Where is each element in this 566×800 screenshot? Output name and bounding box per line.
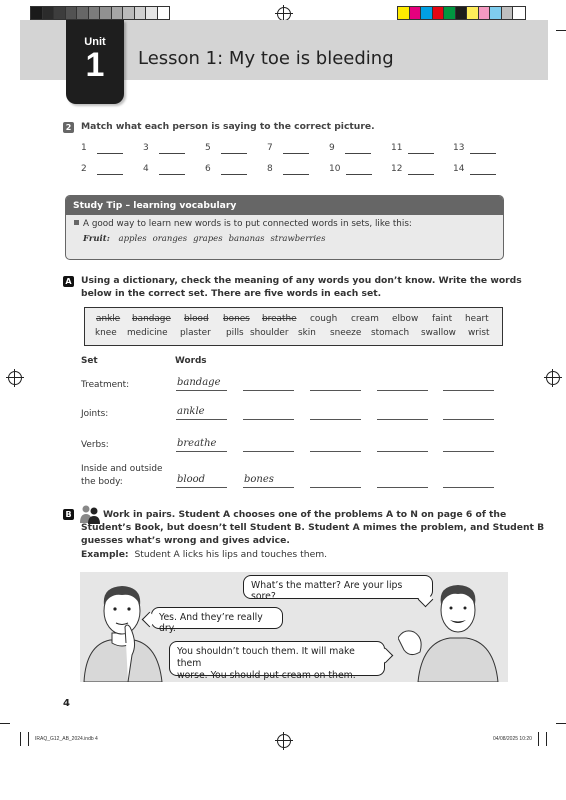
unit-tab — [66, 20, 124, 104]
vocabulary-word: breathe — [262, 314, 297, 324]
crop-mark — [20, 732, 21, 746]
answer-blank[interactable] — [159, 153, 185, 154]
exercise-b-instruction-line2: Student’s Book, but doesn’t tell Student B. Student A mimes the problem, and Student B — [81, 522, 545, 533]
question-number: 7 — [267, 143, 273, 153]
answer-line[interactable] — [176, 419, 227, 420]
color-swatch — [398, 7, 410, 19]
pair-work-icon — [79, 504, 101, 524]
vocabulary-word: sneeze — [330, 328, 362, 338]
exercise-b-instruction-line1: Work in pairs. Student A chooses one of the problems A to N on page 6 of the — [103, 509, 507, 520]
grey-color-bar — [31, 7, 169, 19]
example-word: grapes — [193, 234, 223, 244]
vocabulary-word: medicine — [127, 328, 168, 338]
crop-mark — [546, 732, 547, 746]
set-label-verbs: Verbs: — [81, 440, 109, 450]
color-swatch — [433, 7, 445, 19]
page-number: 4 — [63, 698, 70, 709]
answer-line[interactable] — [310, 419, 361, 420]
example-label: Fruit: — [83, 234, 110, 244]
crop-mark — [556, 30, 566, 31]
example-line — [81, 549, 327, 560]
grey-swatch — [43, 7, 55, 19]
answer-blank[interactable] — [470, 174, 496, 175]
answer-blank[interactable] — [346, 174, 372, 175]
vocabulary-word: wrist — [468, 328, 490, 338]
answer-line[interactable] — [443, 487, 494, 488]
answer-blank[interactable] — [97, 153, 123, 154]
exercise-a-instruction-line2: below in the correct set. There are five words in each set. — [81, 288, 382, 299]
bullet-icon — [74, 220, 79, 225]
unit-label: Unit — [84, 36, 106, 48]
answer-blank[interactable] — [470, 153, 496, 154]
word-box — [84, 307, 503, 346]
speech-text-line1: You shouldn’t touch them. It will make them — [177, 646, 355, 669]
color-swatch — [456, 7, 468, 19]
answer-line[interactable] — [243, 390, 294, 391]
answer-blank[interactable] — [408, 153, 434, 154]
question-number: 14 — [453, 164, 465, 174]
study-tip-text — [74, 219, 503, 229]
speech-bubble-advice — [169, 641, 385, 681]
exercise-2-instruction: Match what each person is saying to the correct picture. — [81, 121, 375, 132]
vocabulary-word: plaster — [180, 328, 211, 338]
question-number: 4 — [143, 164, 149, 174]
handwritten-answer: bandage — [177, 377, 221, 388]
vocabulary-word: skin — [298, 328, 316, 338]
vocabulary-word: faint — [432, 314, 453, 324]
registration-mark-icon — [277, 7, 291, 21]
study-tip-sentence: A good way to learn new words is to put connected words in sets, like this: — [83, 219, 412, 229]
lesson-title: Lesson 1: My toe is bleeding — [138, 48, 394, 69]
question-number: 9 — [329, 143, 335, 153]
answer-blank[interactable] — [283, 153, 309, 154]
answer-line[interactable] — [443, 390, 494, 391]
registration-mark-icon — [546, 371, 560, 385]
answer-line[interactable] — [243, 451, 294, 452]
registration-mark-icon — [8, 371, 22, 385]
vocabulary-word: pills — [226, 328, 244, 338]
exercise-b-badge: B — [63, 509, 74, 520]
color-swatch — [502, 7, 514, 19]
speech-bubble-advice-question — [243, 575, 433, 602]
grey-swatch — [54, 7, 66, 19]
answer-line[interactable] — [243, 419, 294, 420]
vocabulary-word: heart — [465, 314, 489, 324]
grey-swatch — [112, 7, 124, 19]
exercise-b-instruction-line3: guesses what’s wrong and gives advice. — [81, 535, 290, 546]
vocabulary-word: blood — [184, 314, 209, 324]
vocabulary-word: stomach — [371, 328, 410, 338]
set-label-body-line1: Inside and outside — [81, 464, 163, 474]
question-number: 10 — [329, 164, 341, 174]
example-word: bananas — [228, 234, 265, 244]
crop-mark — [28, 732, 29, 746]
color-swatch — [444, 7, 456, 19]
grey-swatch — [31, 7, 43, 19]
vocabulary-word: cough — [310, 314, 338, 324]
speech-text: Yes. And they’re really dry. — [159, 612, 263, 634]
question-number: 11 — [391, 143, 403, 153]
crop-mark — [538, 732, 539, 746]
question-number: 1 — [81, 143, 87, 153]
handwritten-answer: bones — [244, 474, 274, 485]
question-number: 3 — [143, 143, 149, 153]
question-number: 6 — [205, 164, 211, 174]
set-column-header: Set — [81, 356, 98, 366]
student-a-illustration — [82, 583, 164, 682]
grey-swatch — [158, 7, 170, 19]
answer-blank[interactable] — [221, 153, 247, 154]
example-word: apples — [118, 234, 147, 244]
unit-number: 1 — [85, 46, 105, 84]
handwritten-answer: ankle — [177, 406, 205, 417]
answer-blank[interactable] — [221, 174, 247, 175]
handwritten-answer: breathe — [177, 438, 217, 449]
answer-line[interactable] — [310, 390, 361, 391]
answer-line[interactable] — [176, 390, 227, 391]
answer-blank[interactable] — [283, 174, 309, 175]
answer-line[interactable] — [310, 487, 361, 488]
footer-date: 04/08/2025 10:20 — [493, 736, 532, 742]
answer-line[interactable] — [243, 487, 294, 488]
vocabulary-word: cream — [351, 314, 379, 324]
answer-blank[interactable] — [97, 174, 123, 175]
grey-swatch — [123, 7, 135, 19]
color-swatch — [479, 7, 491, 19]
grey-swatch — [135, 7, 147, 19]
exercise-a-instruction-line1: Using a dictionary, check the meaning of any words you don’t know. Write the words — [81, 275, 522, 286]
answer-line[interactable] — [176, 487, 227, 488]
set-label-body-line2: the body: — [81, 477, 123, 487]
color-swatch — [467, 7, 479, 19]
registration-mark-icon — [277, 734, 291, 748]
answer-line[interactable] — [377, 419, 428, 420]
speech-text-line2: worse. You should put cream on them. — [177, 670, 356, 681]
answer-blank[interactable] — [408, 174, 434, 175]
vocabulary-word: bones — [223, 314, 250, 324]
question-number: 2 — [81, 164, 87, 174]
question-number: 12 — [391, 164, 403, 174]
answer-line[interactable] — [310, 451, 361, 452]
exercise-2-badge: 2 — [63, 122, 74, 133]
set-label-joints: Joints: — [81, 409, 109, 419]
vocabulary-word: elbow — [392, 314, 419, 324]
set-label-treatment: Treatment: — [81, 380, 130, 390]
answer-line[interactable] — [377, 390, 428, 391]
crop-mark — [556, 723, 566, 724]
vocabulary-word: swallow — [421, 328, 456, 338]
grey-swatch — [66, 7, 78, 19]
answer-line[interactable] — [443, 419, 494, 420]
answer-blank[interactable] — [345, 153, 371, 154]
example-text: Student A licks his lips and touches them. — [134, 549, 328, 560]
example-word: oranges — [152, 234, 188, 244]
handwritten-answer: blood — [177, 474, 206, 485]
example-word: strawberries — [270, 234, 326, 244]
answer-line[interactable] — [176, 451, 227, 452]
vocabulary-word: shoulder — [250, 328, 289, 338]
answer-line[interactable] — [377, 451, 428, 452]
speech-text: What’s the matter? Are your lips sore? — [251, 580, 403, 602]
study-tip-example — [83, 234, 503, 244]
vocabulary-word: knee — [95, 328, 117, 338]
exercise-a-badge: A — [63, 276, 74, 287]
question-number: 5 — [205, 143, 211, 153]
answer-line[interactable] — [443, 451, 494, 452]
color-bar — [398, 7, 525, 19]
crop-mark — [0, 723, 10, 724]
question-number: 13 — [453, 143, 465, 153]
grey-swatch — [77, 7, 89, 19]
vocabulary-word: ankle — [96, 314, 121, 324]
words-column-header: Words — [175, 356, 207, 366]
grey-swatch — [89, 7, 101, 19]
grey-swatch — [146, 7, 158, 19]
study-tip-box — [65, 195, 504, 260]
question-number: 8 — [267, 164, 273, 174]
color-swatch — [410, 7, 422, 19]
color-swatch — [490, 7, 502, 19]
answer-line[interactable] — [377, 487, 428, 488]
answer-blank[interactable] — [159, 174, 185, 175]
speech-bubble-reply — [151, 607, 283, 634]
color-swatch — [421, 7, 433, 19]
color-swatch — [513, 7, 525, 19]
example-label: Example: — [81, 549, 129, 560]
grey-swatch — [100, 7, 112, 19]
vocabulary-word: bandage — [132, 314, 171, 324]
footer-file: IRAQ_G12_AB_2024.indb 4 — [35, 736, 98, 742]
study-tip-title: Study Tip – learning vocabulary — [66, 196, 503, 215]
